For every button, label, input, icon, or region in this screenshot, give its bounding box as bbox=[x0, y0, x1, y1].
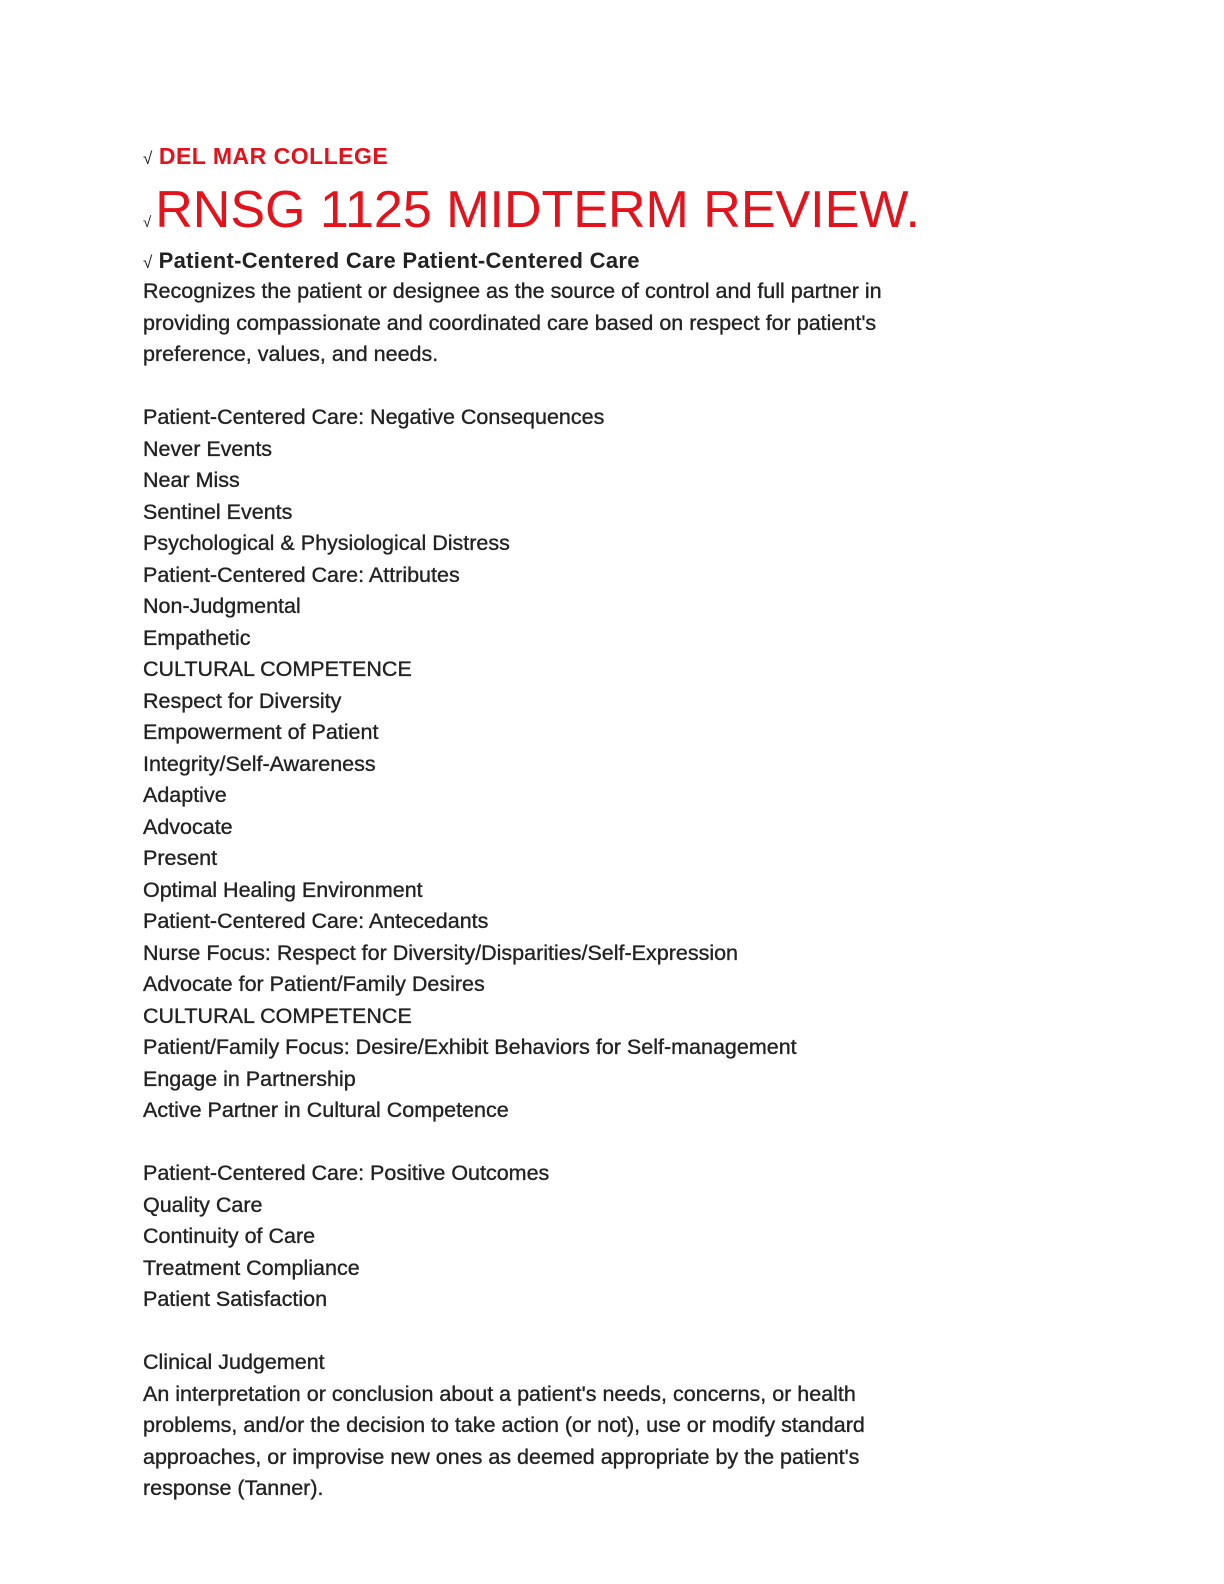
list-item: CULTURAL COMPETENCE bbox=[143, 657, 412, 681]
list-item: Patient-Centered Care: Antecedants bbox=[143, 909, 489, 933]
list-block-2 bbox=[143, 1158, 1103, 1316]
list-item: Adaptive bbox=[143, 783, 227, 807]
list-item: Active Partner in Cultural Competence bbox=[143, 1098, 509, 1122]
clinical-judgement-paragraph bbox=[143, 1379, 1103, 1505]
list-item: Patient-Centered Care: Negative Consequences bbox=[143, 405, 605, 429]
list-item: Patient-Centered Care: Attributes bbox=[143, 562, 460, 587]
list-item: CULTURAL COMPETENCE bbox=[143, 1003, 412, 1028]
list-item: Engage in Partnership bbox=[143, 1066, 356, 1091]
list-item: Psychological & Physiological Distress bbox=[143, 531, 510, 555]
spacer bbox=[143, 1127, 1103, 1159]
spacer bbox=[143, 371, 1103, 403]
list-item: Empowerment of Patient bbox=[143, 720, 379, 744]
list-item: Never Events bbox=[143, 436, 273, 461]
list-item: Patient-Centered Care: Positive Outcomes bbox=[143, 1161, 550, 1185]
list-item: Advocate for Patient/Family Desires bbox=[143, 972, 485, 996]
paragraph-line: preference, values, and needs. bbox=[143, 342, 439, 366]
list-item: Patient Satisfaction bbox=[143, 1287, 328, 1311]
paragraph-line: problems, and/or the decision to take action (or not), use or modify standard bbox=[143, 1413, 865, 1437]
list-item: Continuity of Care bbox=[143, 1224, 316, 1248]
paragraph-line: An interpretation or conclusion about a patient's needs, concerns, or health bbox=[143, 1381, 856, 1406]
college-heading bbox=[143, 140, 1103, 172]
list-item: Sentinel Events bbox=[143, 499, 293, 524]
list-item: Near Miss bbox=[143, 468, 240, 492]
check-mark-icon: √ bbox=[143, 149, 153, 168]
list-item: Quality Care bbox=[143, 1192, 263, 1217]
section-subheading bbox=[143, 246, 1103, 276]
check-mark-icon: √ bbox=[143, 253, 153, 272]
paragraph-line: response (Tanner). bbox=[143, 1476, 324, 1500]
clinical-judgement-heading: Clinical Judgement bbox=[143, 1350, 325, 1374]
intro-paragraph bbox=[143, 276, 1103, 371]
list-item: Optimal Healing Environment bbox=[143, 877, 423, 902]
list-item: Non-Judgmental bbox=[143, 594, 301, 618]
list-item: Patient/Family Focus: Desire/Exhibit Behaviors for Self-management bbox=[143, 1035, 797, 1059]
paragraph-line: providing compassionate and coordinated care based on respect for patient's bbox=[143, 310, 877, 335]
check-mark-icon: √ bbox=[143, 214, 152, 231]
document-title bbox=[143, 180, 1103, 242]
subheading-text: Patient-Centered Care Patient-Centered Care bbox=[158, 248, 640, 273]
paragraph-line: Recognizes the patient or designee as the source of control and full partner in bbox=[143, 279, 882, 303]
title-text: RNSG 1125 MIDTERM REVIEW. bbox=[155, 181, 920, 239]
paragraph-line: approaches, or improvise new ones as deemed appropriate by the patient's bbox=[143, 1444, 860, 1469]
list-item: Respect for Diversity bbox=[143, 688, 342, 713]
list-block-1 bbox=[143, 402, 1103, 1127]
list-item: Nurse Focus: Respect for Diversity/Disparities/Self-Expression bbox=[143, 940, 739, 965]
list-item: Present bbox=[143, 846, 218, 870]
list-item: Advocate bbox=[143, 814, 233, 839]
list-item: Treatment Compliance bbox=[143, 1255, 360, 1280]
college-name: DEL MAR COLLEGE bbox=[158, 143, 389, 169]
list-item: Integrity/Self-Awareness bbox=[143, 751, 376, 776]
list-item: Empathetic bbox=[143, 625, 251, 650]
spacer bbox=[143, 1316, 1103, 1348]
document-content bbox=[143, 140, 1103, 1505]
